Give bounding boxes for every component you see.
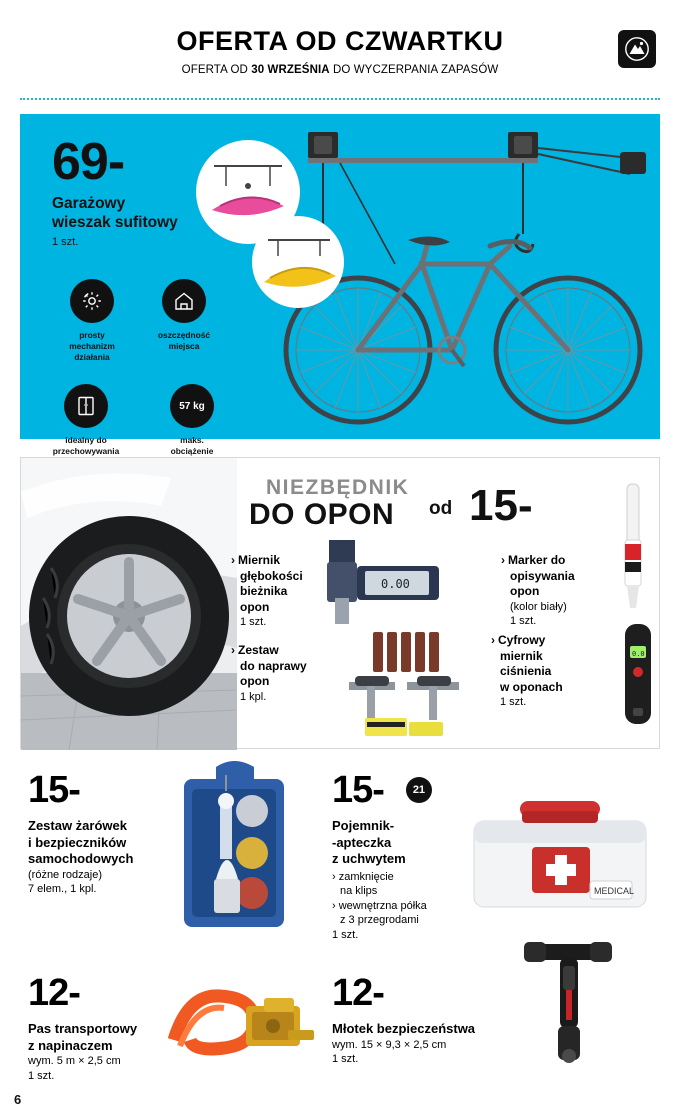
product-price: 12‑ — [28, 972, 80, 1014]
hero-feature-caption: maks. obciążenie — [170, 435, 214, 457]
product-first-aid-box — [332, 771, 472, 942]
arrow-icon: › — [231, 643, 235, 657]
arrow-icon: › — [501, 553, 505, 567]
product-price: 12‑ — [332, 972, 384, 1014]
tire-essentials-banner — [20, 457, 660, 749]
tire-item-qty: 1 szt. — [240, 616, 267, 629]
product-ratchet-strap — [28, 974, 178, 1083]
product-safety-hammer — [332, 974, 532, 1066]
tire-item-repair-kit: › Zestaw do naprawy opon 1 kpl. — [231, 643, 341, 704]
hero-feature-max-load — [138, 384, 246, 457]
tire-item-qty: 1 szt. — [500, 696, 527, 709]
product-variant: (różne rodzaje) — [28, 868, 102, 881]
product-row-2 — [20, 974, 660, 1094]
product-qty: 7 elem., 1 kpl. — [28, 883, 97, 896]
product-bulbs-fuses-set — [28, 771, 178, 896]
tire-item-variant: (kolor biały) — [510, 600, 567, 613]
product-title: Zestaw żarówek i bezpieczników samochodowych — [28, 818, 134, 867]
hero-title-line1: Garażowy — [52, 195, 126, 212]
product-title: Pas transportowy z napinaczem — [28, 1021, 138, 1053]
hero-product-title — [52, 194, 222, 233]
cabinet-icon — [64, 384, 108, 428]
validity-pre: OFERTA OD — [181, 64, 252, 76]
house-icon — [162, 279, 206, 323]
product-dimensions: wym. 15 × 9,3 × 2,5 cm — [332, 1038, 447, 1051]
offer-validity — [0, 64, 680, 76]
first-aid-box-image — [460, 781, 660, 931]
product-dimensions: wym. 5 m × 2,5 cm — [28, 1055, 121, 1068]
hero-feature-caption: oszczędność miejsca — [157, 330, 211, 352]
tire-banner-od-label: od — [429, 498, 453, 519]
product-price: 15‑ — [28, 769, 80, 811]
page-header — [0, 0, 680, 84]
weight-icon — [170, 384, 214, 428]
hero-title-line2: wieszak sufitowy — [52, 214, 178, 232]
hero-feature-caption: prosty mechanizm działania — [69, 330, 115, 363]
validity-date: 30 WRZEŚNIA — [251, 64, 330, 76]
car-wheel-photo — [21, 458, 237, 748]
hero-banner-ceiling-hoist — [20, 114, 660, 457]
tire-item-qty: 1 szt. — [510, 615, 537, 628]
tire-banner-price: 15‑ — [469, 481, 533, 530]
mountain-logo-icon — [618, 30, 656, 68]
tire-banner-heading-top: NIEZBĘDNIK — [266, 476, 410, 499]
hero-feature-caption: idealny do przechowywania — [52, 435, 120, 457]
product-bullets: › zamknięcie na klips › wewnętrzna półka z 3 przegrodami — [332, 870, 427, 927]
svg-text:0.0: 0.0 — [632, 650, 645, 658]
product-qty: 1 szt. — [332, 928, 359, 941]
hero-price — [52, 133, 125, 191]
age-badge-21: 21 — [406, 777, 432, 803]
svg-text:MEDICAL: MEDICAL — [594, 886, 635, 896]
product-title: Pojemnik- -apteczka z uchwytem — [332, 818, 406, 867]
bulbs-and-fuses-set-image — [170, 761, 300, 936]
tire-item-tread-gauge: › Miernik głębokości bieżnika opon 1 szt. — [231, 553, 341, 630]
page-title: OFERTA OD CZWARTKU — [176, 26, 504, 56]
gear-icon — [70, 279, 114, 323]
svg-text:0.00: 0.00 — [381, 577, 410, 591]
page-number: 6 — [14, 1092, 22, 1107]
validity-post: DO WYCZERPANIA ZAPASÓW — [329, 64, 499, 76]
tire-repair-kit-image — [337, 630, 477, 740]
tire-item-marker: › Marker do opisywania opon (kolor biały) 1 szt. — [501, 553, 626, 628]
product-title: Młotek bezpieczeństwa — [332, 1021, 476, 1036]
divider-dotted — [20, 98, 660, 100]
arrow-icon: › — [491, 633, 495, 647]
hero-feature-space-saving — [130, 279, 238, 352]
bicycle-ceiling-hoist-illustration — [190, 114, 660, 439]
hero-price-value: 69 — [52, 133, 108, 191]
tire-banner-heading-main: DO OPON — [249, 498, 395, 531]
tire-item-pressure-gauge: › Cyfrowy miernik ciśnienia w oponach 1 szt. — [491, 633, 621, 710]
arrow-icon: › — [231, 553, 235, 567]
product-qty: 1 szt. — [332, 1052, 359, 1065]
hero-quantity: 1 szt. — [52, 236, 79, 248]
max-load-value: 57 kg — [179, 400, 205, 412]
product-price: 15‑ — [332, 769, 384, 811]
tire-item-qty: 1 kpl. — [240, 690, 267, 703]
ratchet-strap-image — [170, 970, 320, 1080]
product-qty: 1 szt. — [28, 1069, 55, 1082]
hero-price-dash: ‑ — [107, 133, 125, 191]
safety-hammer-image — [510, 930, 640, 1080]
